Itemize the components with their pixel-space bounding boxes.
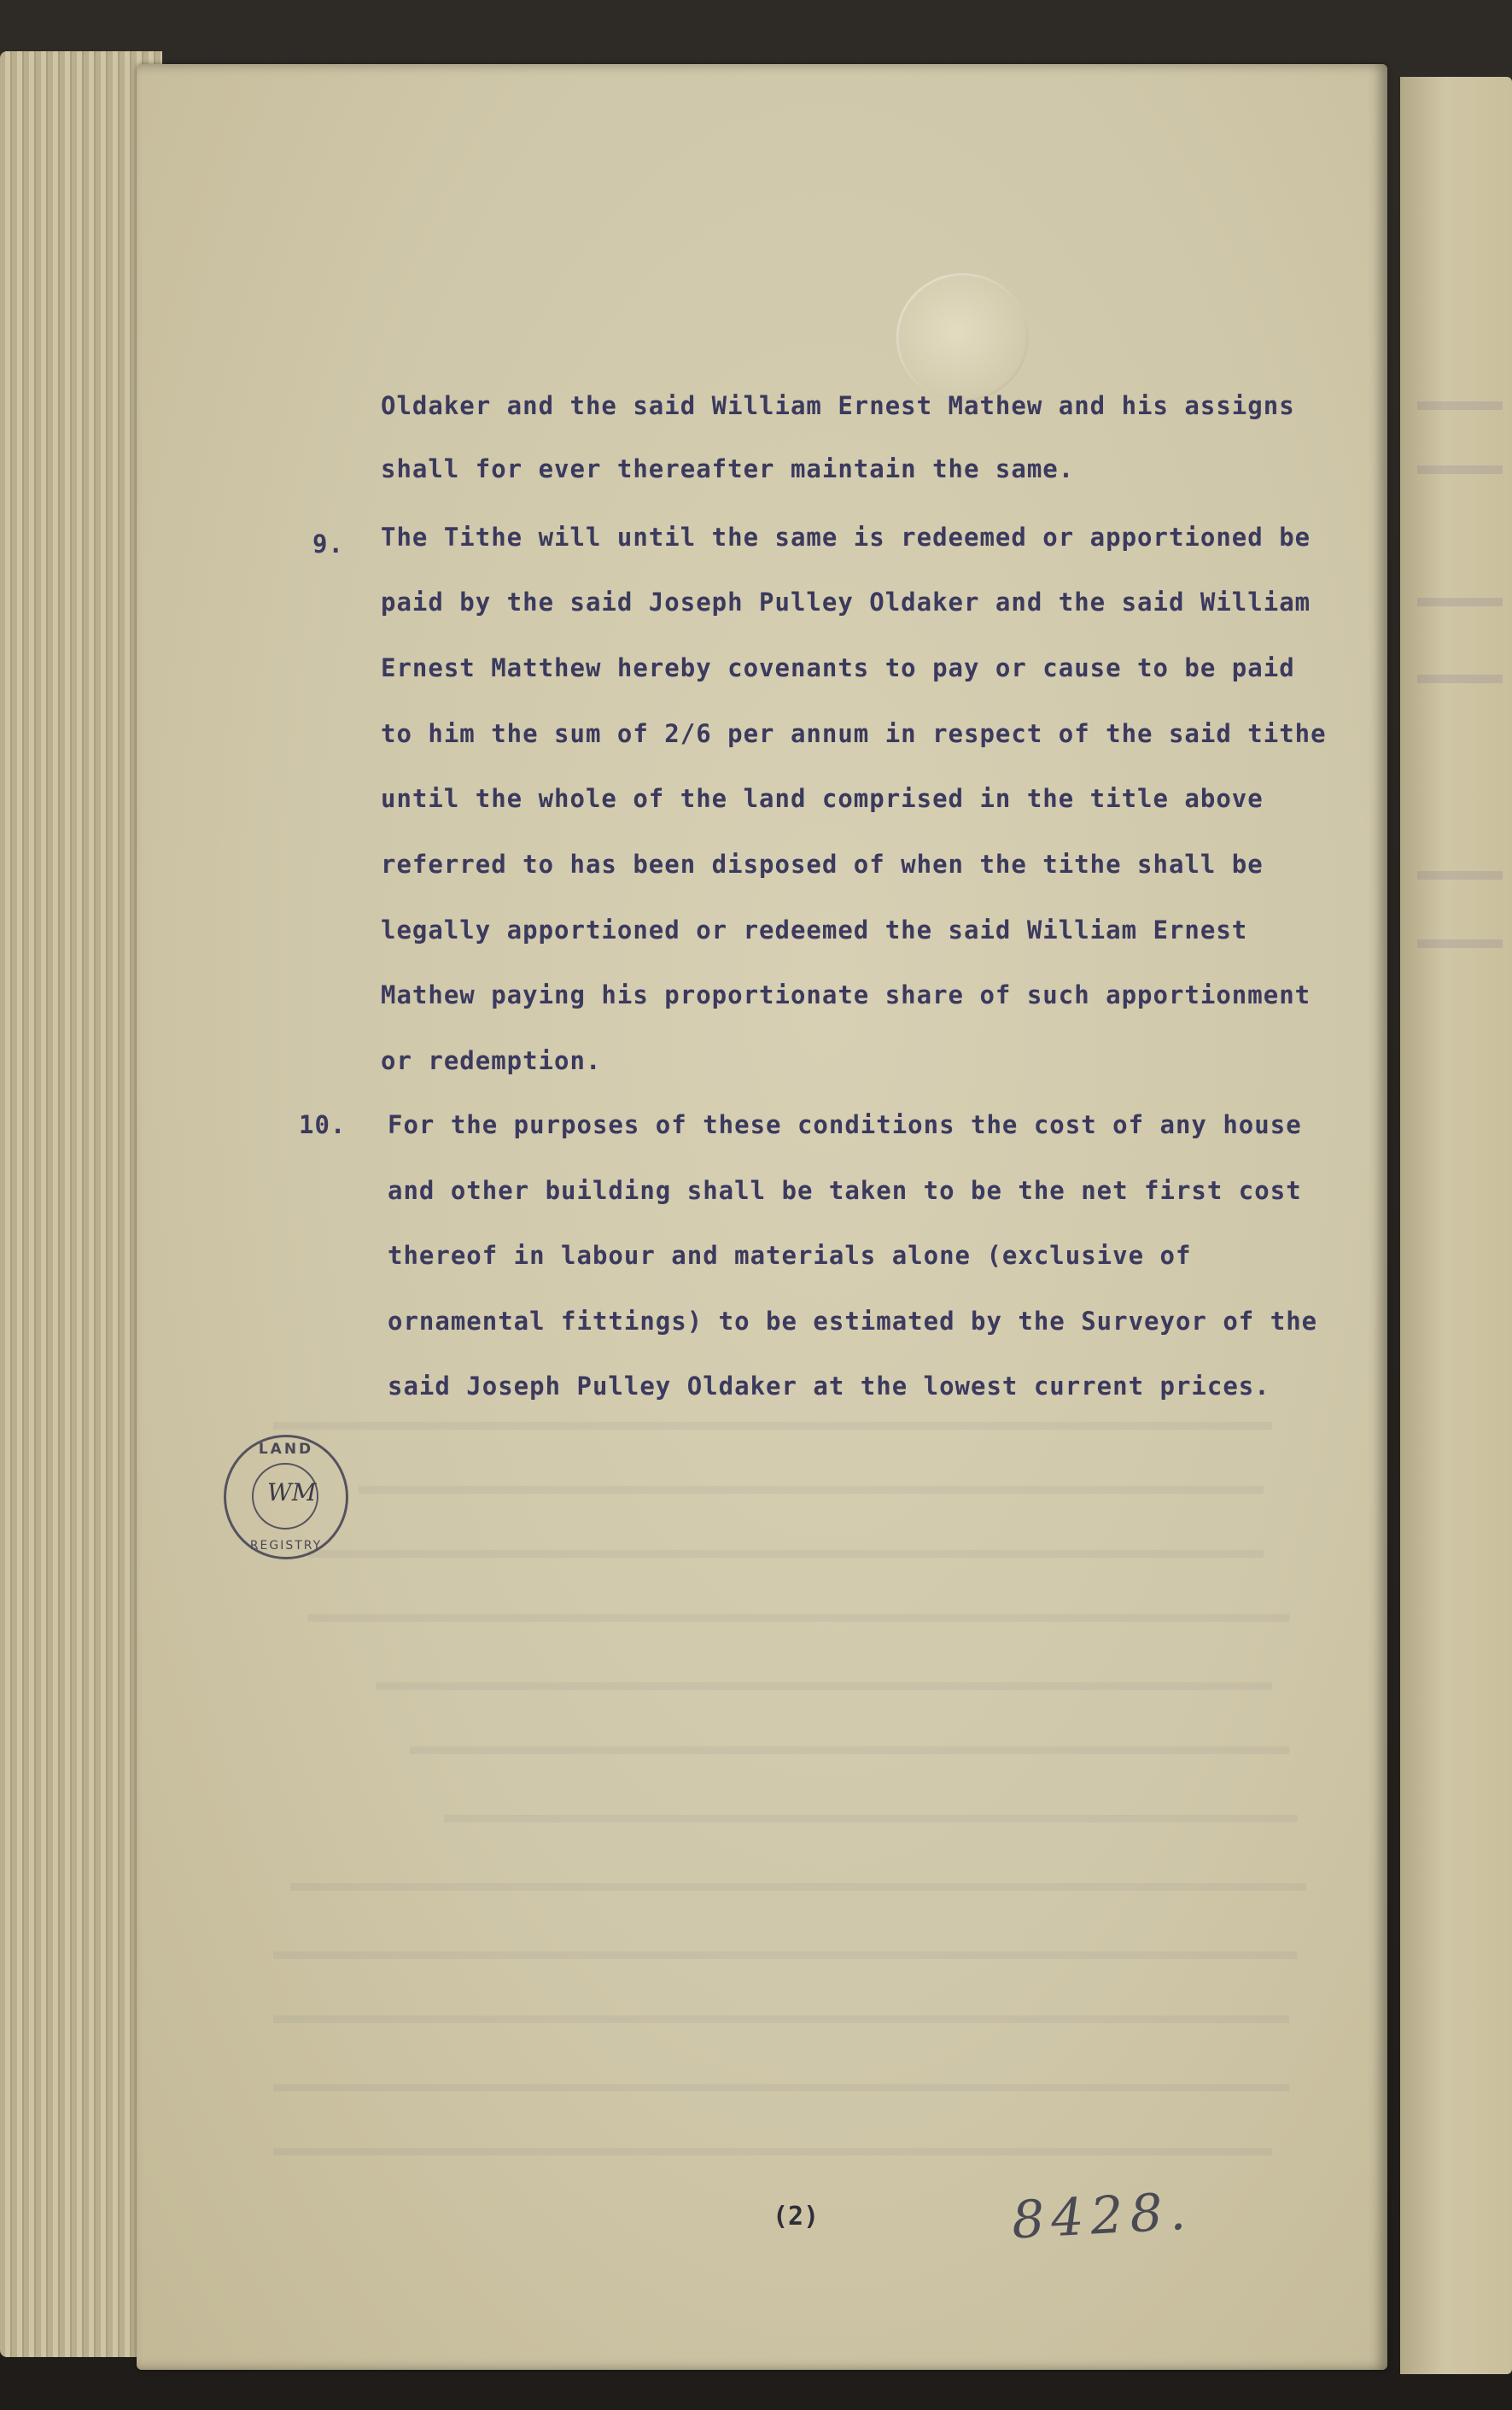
text-line: For the purposes of these conditions the cost of any house [388, 1110, 1302, 1139]
handwritten-number: 8428. [1010, 2181, 1194, 2251]
text-line: until the whole of the land comprised in the title above [381, 784, 1264, 813]
text-line: to him the sum of 2/6 per annum in respect of the said tithe [381, 719, 1327, 748]
text-line: legally apportioned or redeemed the said William Ernest [381, 915, 1248, 945]
text-line: and other building shall be taken to be the net first cost [388, 1176, 1302, 1205]
stamp-top-text: LAND [258, 1441, 314, 1458]
text-line: The Tithe will until the same is redeemed or apportioned be [381, 523, 1311, 552]
clause-number: 10. [299, 1110, 347, 1139]
text-line: said Joseph Pulley Oldaker at the lowest current prices. [388, 1372, 1270, 1401]
text-line: Mathew paying his proportionate share of such apportionment [381, 980, 1311, 1009]
text-line: paid by the said Joseph Pulley Oldaker and the said William [381, 588, 1311, 617]
text-line: Oldaker and the said William Ernest Mathew and his assigns [381, 391, 1295, 420]
page-number: (2) [773, 2202, 820, 2232]
text-line: ornamental fittings) to be estimated by the Surveyor of the [388, 1307, 1318, 1336]
adjacent-page [1400, 77, 1512, 2374]
clause-number: 9. [312, 529, 344, 559]
land-registry-stamp [224, 1435, 348, 1559]
stamp-signature: WM [267, 1478, 317, 1506]
text-line: or redemption. [381, 1046, 602, 1075]
text-line: thereof in labour and materials alone (exclusive of [388, 1241, 1192, 1270]
stamp-bottom-text: REGISTRY [249, 1539, 323, 1553]
text-line: Ernest Matthew hereby covenants to pay or cause to be paid [381, 653, 1295, 682]
embossed-crest-icon [896, 273, 1029, 401]
text-line: referred to has been disposed of when the tithe shall be [381, 850, 1264, 879]
text-line: shall for ever thereafter maintain the same. [381, 454, 1075, 483]
